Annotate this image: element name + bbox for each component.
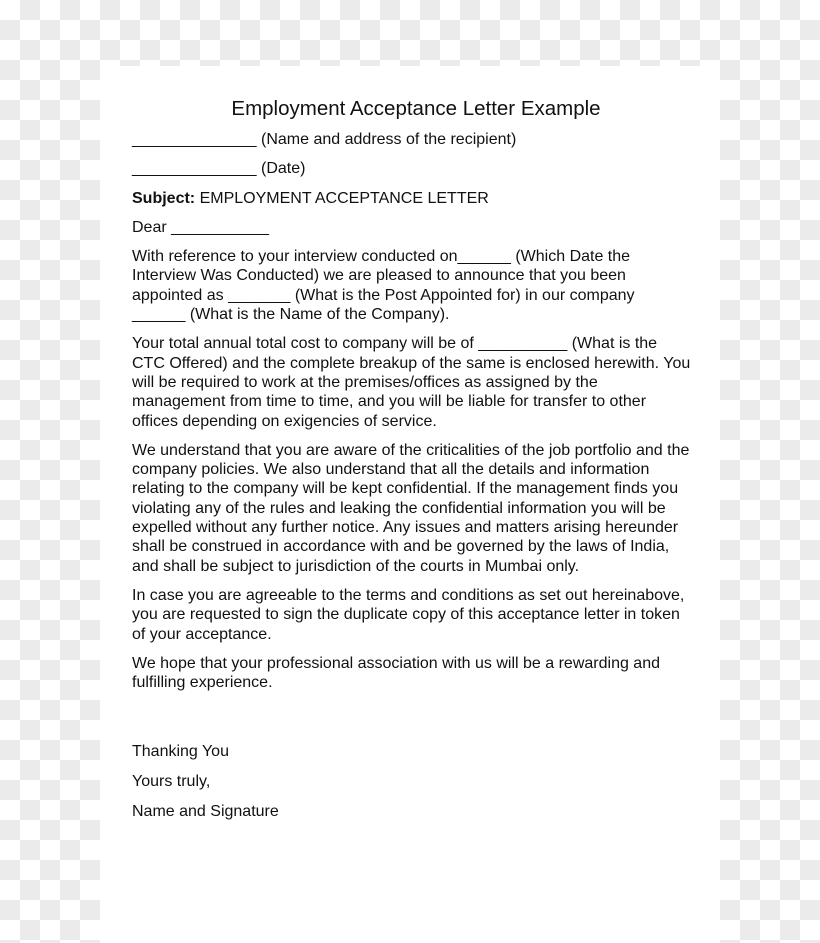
date-line: ______________ (Date) — [132, 160, 306, 178]
subject-text: EMPLOYMENT ACCEPTANCE LETTER — [195, 189, 489, 207]
subject-label: Subject: — [132, 189, 196, 207]
document-title: Employment Acceptance Letter Example — [231, 97, 601, 120]
document-page — [100, 66, 720, 943]
closing-sign-off: Yours truly, — [132, 773, 211, 791]
paragraph-closing-wish: We hope that your professional association with us will be a rewarding and fulfilling experience. — [132, 654, 660, 692]
paragraph-confidentiality: We understand that you are aware of the criticalities of the job portfolio and the company policies. We also understand that all the details and information relating to the company will be kept confidential. If the management finds you violating any of the rules and leaking the confidential information you will be expelled without any further notice. Any issues and matters arising hereunder shall be construed in accordance with and be governed by the laws of India, and shall be subject to jurisdiction of the courts in Mumbai only. — [132, 441, 690, 575]
closing-thanks: Thanking You — [132, 743, 229, 761]
salutation: Dear ___________ — [132, 218, 270, 236]
spacer — [132, 702, 692, 742]
letter-body — [132, 96, 692, 832]
paragraph-appointment: With reference to your interview conducted on______ (Which Date the Interview Was Conducted) we are pleased to announce that you been appointed as _______ (What is the Post Appointed for) in our company ______ (What is the Name of the Company). — [132, 248, 635, 324]
subject-line — [132, 189, 692, 208]
closing-signature: Name and Signature — [132, 803, 279, 821]
recipient-line: ______________ (Name and address of the recipient) — [132, 131, 517, 148]
paragraph-acceptance: In case you are agreeable to the terms and conditions as set out hereinabove, you are requested to sign the duplicate copy of this acceptance letter in token of your acceptance. — [132, 586, 685, 643]
paragraph-compensation: Your total annual total cost to company will be of __________ (What is the CTC Offered) and the complete breakup of the same is enclosed herewith. You will be required to work at the premises/offices as assigned by the management from time to time, and you will be liable for transfer to other offices depending on exigencies of service. — [132, 335, 691, 430]
